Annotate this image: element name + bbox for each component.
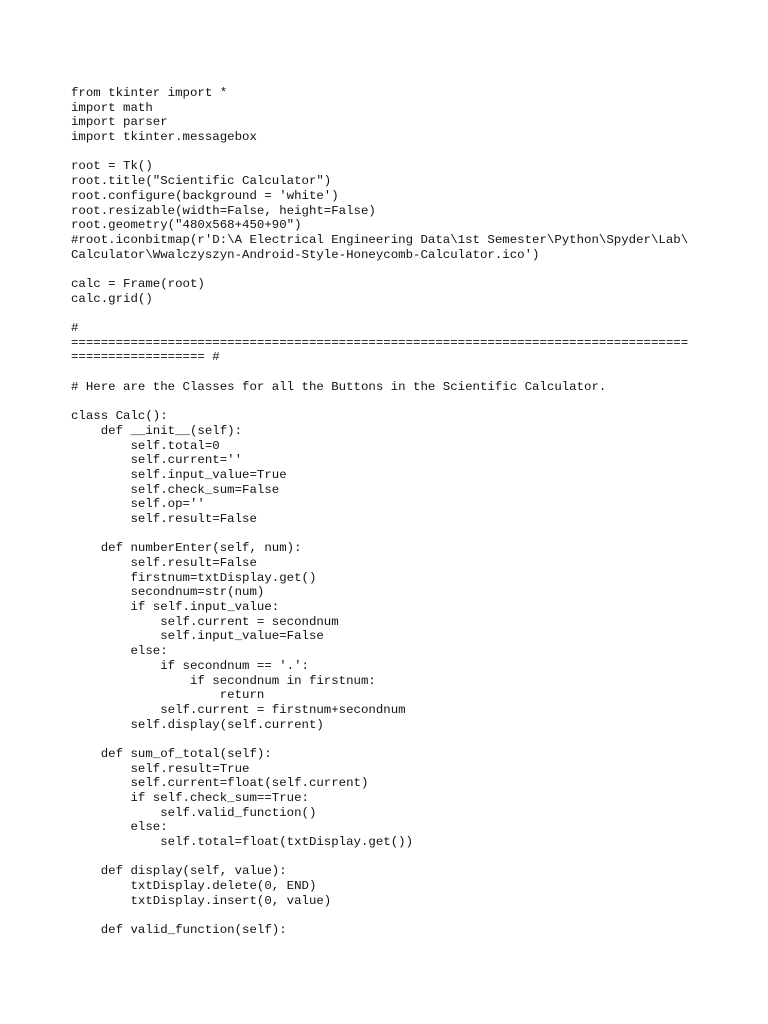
code-line: self.result=False (71, 556, 257, 570)
code-line: self.current=float(self.current) (71, 776, 369, 791)
code-line: if secondnum == '.': (71, 658, 309, 673)
code-line (71, 262, 711, 277)
code-line: firstnum=txtDisplay.get() (71, 570, 317, 585)
code-line (71, 850, 711, 865)
code-line (71, 732, 711, 747)
code-line: =================================================================================== (71, 335, 689, 350)
code-line: #root.iconbitmap(r'D:\A Electrical Engineering Data\1st Semester\Python\Spyder\Lab\ (71, 232, 689, 247)
code-line: else: (71, 820, 168, 835)
code-line (71, 527, 711, 542)
code-line: class Calc(): (71, 409, 168, 424)
code-line: import math (71, 100, 153, 115)
code-block (71, 86, 711, 938)
code-line: self.input_value=False (71, 629, 324, 644)
code-line: self.input_value=True (71, 467, 287, 482)
code-line: self.result=False (71, 511, 257, 526)
code-line: def valid_function(self): (71, 923, 287, 938)
code-line: calc.grid() (71, 291, 153, 306)
code-line: calc = Frame(root) (71, 276, 205, 291)
code-line (71, 365, 711, 380)
code-line: def numberEnter(self, num): (71, 541, 302, 556)
code-line: ================== # (71, 350, 220, 365)
code-line: # (71, 321, 79, 335)
code-line: return (71, 688, 265, 703)
code-line: else: (71, 644, 168, 659)
code-line: import tkinter.messagebox (71, 130, 257, 145)
code-line: self.total=float(txtDisplay.get()) (71, 835, 414, 850)
code-line: if secondnum in firstnum: (71, 673, 376, 688)
code-line: self.current = firstnum+secondnum (71, 702, 406, 717)
code-line: self.op='' (71, 497, 205, 512)
code-line: # Here are the Classes for all the Buttons in the Scientific Calculator. (71, 379, 607, 394)
code-line: if self.input_value: (71, 600, 280, 615)
code-line: root.resizable(width=False, height=False) (71, 203, 376, 218)
code-line: secondnum=str(num) (71, 585, 265, 600)
code-line: root.geometry("480x568+450+90") (71, 218, 302, 233)
code-line: self.result=True (71, 761, 250, 776)
code-line: root = Tk() (71, 159, 153, 174)
code-line (71, 306, 711, 321)
code-line (71, 909, 711, 924)
code-line: self.total=0 (71, 438, 220, 453)
code-line: if self.check_sum==True: (71, 791, 309, 805)
code-line: def __init__(self): (71, 423, 243, 438)
code-line (71, 394, 711, 409)
code-line (71, 145, 711, 160)
code-line: self.valid_function() (71, 805, 317, 820)
code-line: self.display(self.current) (71, 717, 324, 732)
code-line: txtDisplay.delete(0, END) (71, 879, 317, 894)
code-line: root.title("Scientific Calculator") (71, 174, 332, 189)
code-line: root.configure(background = 'white') (71, 188, 339, 203)
code-line: self.current='' (71, 453, 243, 468)
code-line: def sum_of_total(self): (71, 746, 272, 761)
code-line: self.check_sum=False (71, 482, 280, 497)
code-line: def display(self, value): (71, 864, 287, 879)
code-line: Calculator\Wwalczyszyn-Android-Style-Honeycomb-Calculator.ico') (71, 247, 540, 262)
code-line: import parser (71, 115, 168, 130)
code-line: self.current = secondnum (71, 614, 339, 629)
code-line: txtDisplay.insert(0, value) (71, 893, 332, 908)
code-line: from tkinter import * (71, 86, 228, 100)
